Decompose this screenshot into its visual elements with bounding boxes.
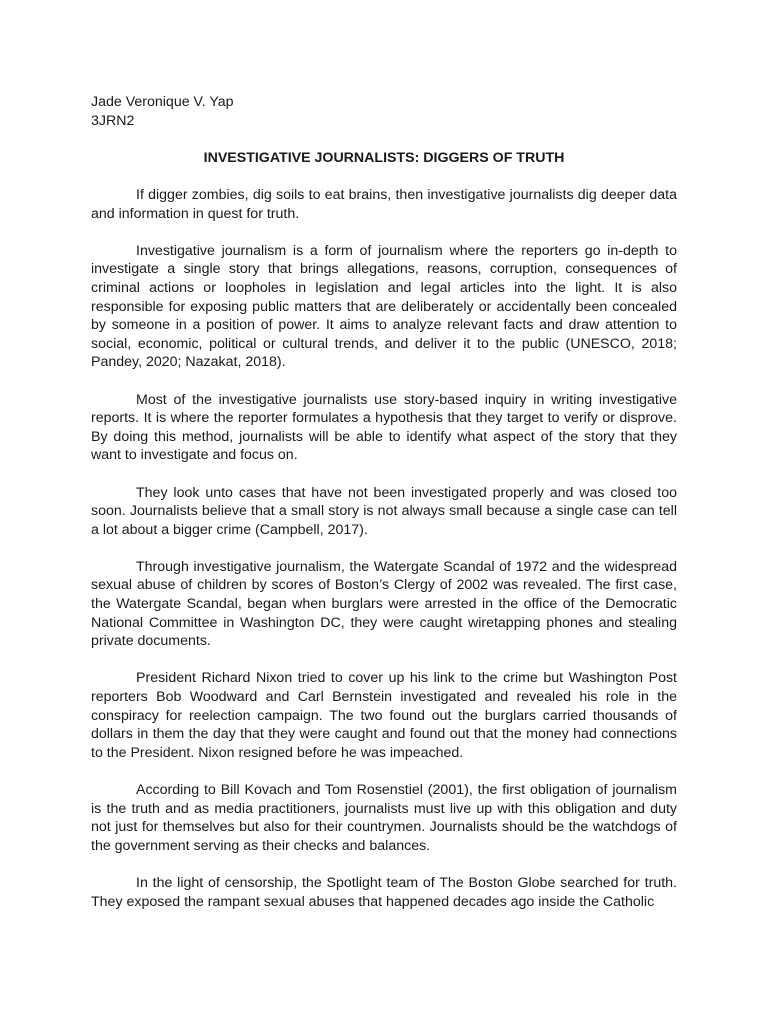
class-section: 3JRN2: [91, 112, 135, 129]
document-body: [91, 186, 677, 930]
author-name: Jade Veronique V. Yap: [91, 94, 234, 110]
paragraph-1: If digger zombies, dig soils to eat brains, then investigative journalists dig deeper data and information in quest for truth.: [91, 187, 677, 222]
paragraph-2: Investigative journalism is a form of journalism where the reporters go in-depth to investigate a single story that brings allegations, reasons, corruption, consequences of criminal actions or loopholes in legislation and legal articles into the light. It is also responsible for exposing public matters that are deliberately or accidentally been concealed by someone in a position of power. It aims to analyze relevant facts and draw attention to social, economic, political or cultural trends, and deliver it to the public (UNESCO, 2018; Pandey, 2020; Nazakat, 2018).: [91, 242, 677, 371]
document-header: [91, 93, 691, 130]
document-title: INVESTIGATIVE JOURNALISTS: DIGGERS OF TRUTH: [203, 150, 565, 166]
paragraph-5: Through investigative journalism, the Watergate Scandal of 1972 and the widespread sexual abuse of children by scores of Boston’s Clergy of 2002 was revealed. The first case, the Watergate Scandal, began when burglars were arrested in the office of the Democratic National Committee in Washington DC, they were caught wiretapping phones and stealing private documents.: [91, 558, 677, 650]
paragraph-4: They look unto cases that have not been investigated properly and was closed too soon. Journalists believe that a small story is not always small because a single case can tell a lot about a bigger crime (Campbell, 2017).: [91, 484, 677, 538]
paragraph-6: President Richard Nixon tried to cover up his link to the crime but Washington Post reporters Bob Woodward and Carl Bernstein investigated and revealed his role in the conspiracy for reelection campaign. The two found out the burglars carried thousands of dollars in them the day that they were caught and found out that the money had connections to the President. Nixon resigned before he was impeached.: [91, 670, 677, 761]
paragraph-8: In the light of censorship, the Spotlight team of The Boston Globe searched for truth. They exposed the rampant sexual abuses that happened decades ago inside the Catholic: [91, 874, 677, 910]
paragraph-3: Most of the investigative journalists use story-based inquiry in writing investigative reports. It is where the reporter formulates a hypothesis that they target to verify or disprove. By doing this method, journalists will be able to identify what aspect of the story that they want to investigate and focus on.: [91, 391, 677, 464]
paragraph-7: According to Bill Kovach and Tom Rosenstiel (2001), the first obligation of journalism is the truth and as media practitioners, journalists must live up with this obligation and duty not just for themselves but also for their countrymen. Journalists should be the watchdogs of the government serving as their checks and balances.: [91, 782, 677, 854]
